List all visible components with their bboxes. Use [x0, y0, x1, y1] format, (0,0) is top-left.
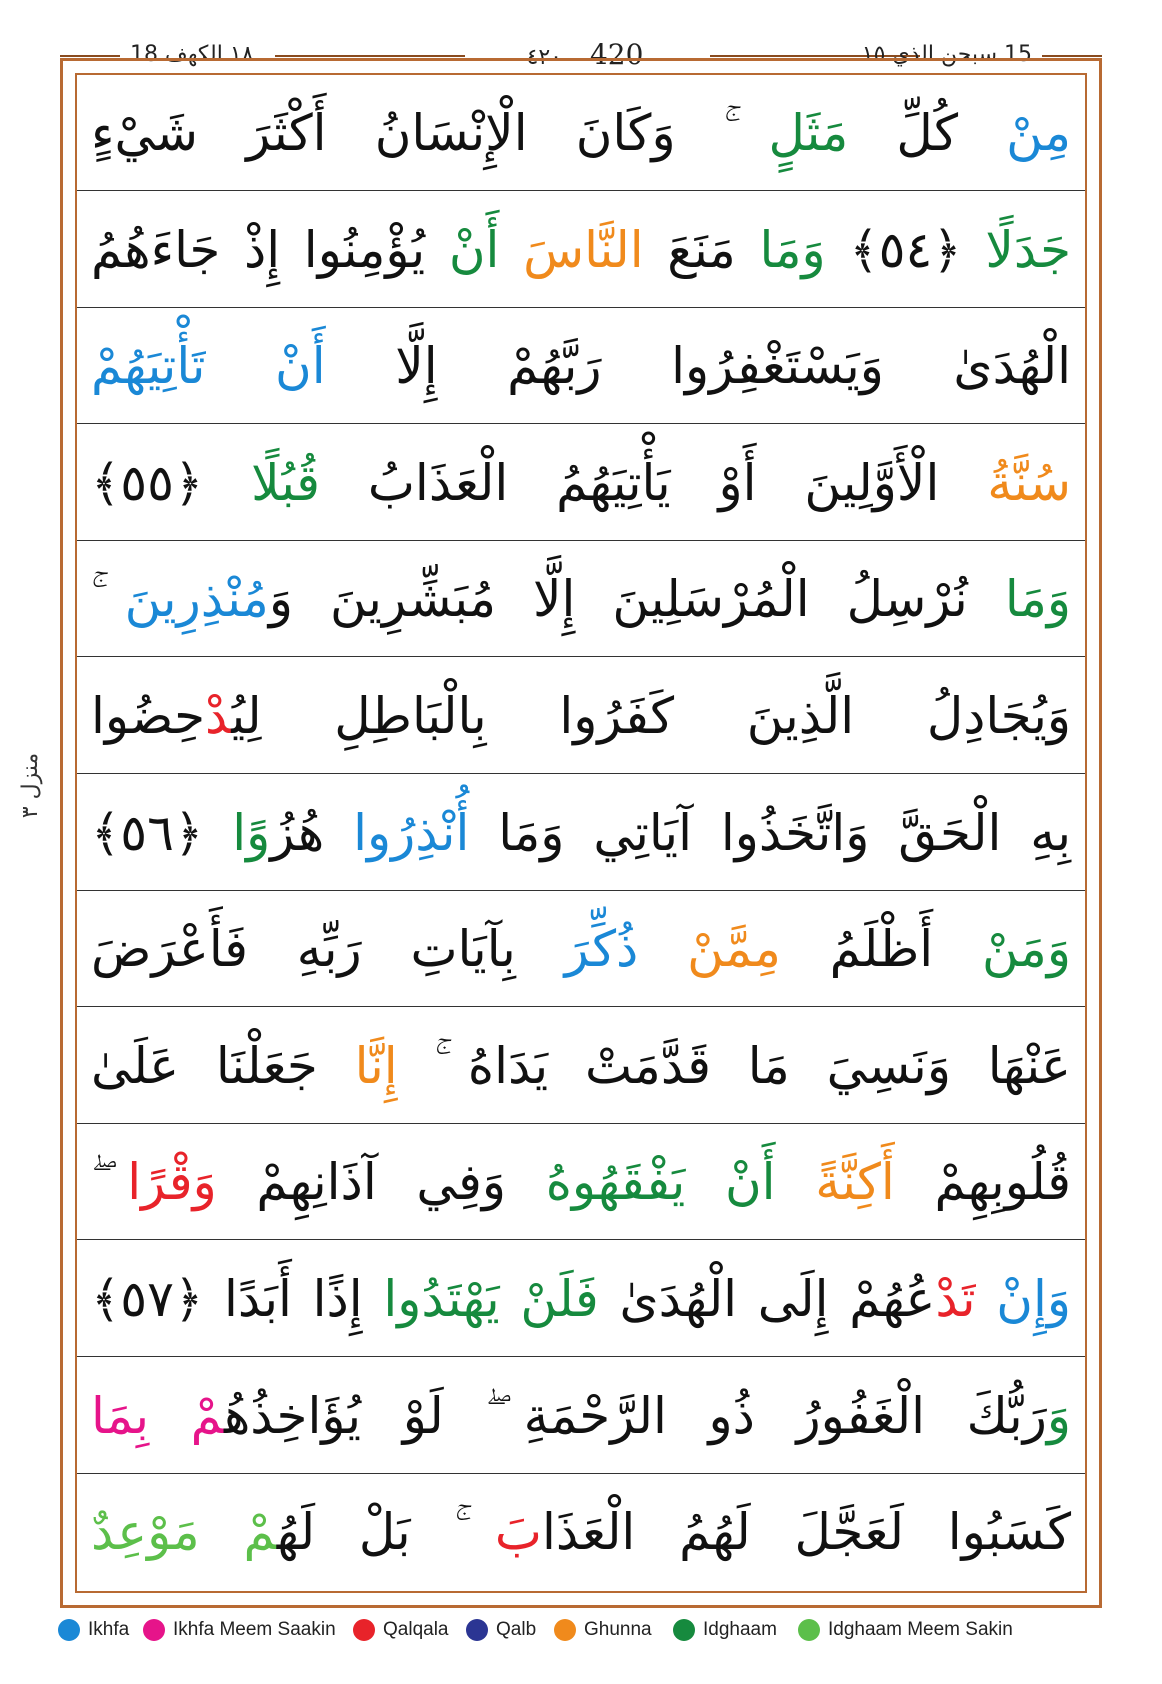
tajweed-segment: وَ	[1046, 1386, 1071, 1445]
legend-label: Idghaam	[703, 1619, 777, 1640]
legend-label: Ikhfa	[88, 1619, 130, 1640]
text-segment: قُلُوبِهِمْ	[894, 1153, 1071, 1212]
text-line	[77, 75, 1085, 191]
text-segment: نُرْسِلُ الْمُرْسَلِينَ إِلَّا مُبَشِّرِينَ وَ	[268, 570, 1005, 629]
text-segment	[499, 221, 523, 279]
legend-item	[673, 1618, 777, 1642]
quran-text-block	[77, 75, 1085, 1591]
text-line	[77, 308, 1085, 424]
text-line	[77, 1358, 1085, 1474]
tajweed-segment: ذُكِّرَ	[564, 920, 639, 979]
text-segment: وَيُجَادِلُ الَّذِينَ كَفَرُوا بِالْبَاطِلِ لِيُ	[231, 687, 1071, 745]
tajweed-segment: بَ	[494, 1503, 542, 1562]
tajweed-segment: أَنْ	[275, 337, 326, 396]
tajweed-segment: مَثَلٍ	[768, 104, 849, 162]
text-segment: جَعَلْنَا عَلَىٰ	[91, 1036, 355, 1095]
text-segment: بِهِ الْحَقَّ وَاتَّخَذُوا آيَاتِي وَمَا	[469, 803, 1071, 862]
text-segment: الْأَوَّلِينَ أَوْ يَأْتِيَهُمُ الْعَذَابُ	[320, 453, 988, 512]
text-segment: كَسَبُوا لَعَجَّلَ لَهُمُ الْعَذَا	[541, 1503, 1071, 1562]
legend-color-dot	[353, 1619, 375, 1641]
legend-color-dot	[143, 1619, 165, 1641]
tajweed-segment: قُبُلًا	[251, 453, 320, 512]
text-segment: رَبُّكَ الْغَفُورُ ذُو الرَّحْمَةِ ۖ لَوْ يُؤَاخِذُهُ	[223, 1386, 1047, 1445]
legend-item	[143, 1618, 336, 1642]
tajweed-segment: مُنْذِرِينَ	[124, 570, 269, 629]
text-segment: مَنَعَ	[643, 220, 760, 279]
text-line	[77, 775, 1085, 891]
tajweed-segment: وَقْرًا	[127, 1153, 217, 1212]
tajweed-segment: مِنْ	[1006, 104, 1071, 162]
tajweed-segment: فَلَنْ يَهْتَدُوا	[383, 1270, 599, 1328]
text-segment: أَظْلَمُ	[780, 920, 982, 979]
legend-label: Qalqala	[383, 1619, 449, 1640]
text-segment: ﴿٥٤﴾	[825, 220, 986, 279]
tajweed-segment: أَنْ	[448, 220, 500, 279]
text-segment: عُهُمْ إِلَى الْهُدَىٰ	[598, 1270, 936, 1328]
text-line	[77, 658, 1085, 774]
tajweed-segment: تَأْتِيَهُمْ	[91, 337, 206, 396]
legend-label: Idghaam Meem Sakin	[828, 1619, 1013, 1640]
legend-color-dot	[554, 1619, 576, 1641]
tajweed-segment: أَكِنَّةً	[815, 1153, 895, 1212]
text-line	[77, 891, 1085, 1007]
legend-item	[353, 1618, 449, 1642]
header-rule	[60, 55, 120, 57]
manzil-label: منزل ٣	[18, 752, 44, 818]
legend-label: Qalb	[496, 1619, 537, 1640]
tajweed-segment: أَنْ يَفْقَهُوهُ	[545, 1153, 776, 1212]
legend-color-dot	[798, 1619, 820, 1641]
surah-label: ١٨ الكهف 18	[130, 42, 254, 67]
tajweed-segment: وًا	[232, 803, 271, 862]
text-segment: وَفِي آذَانِهِمْ	[216, 1153, 546, 1212]
tajweed-segment: تَدْ	[935, 1270, 976, 1328]
header-rule	[275, 55, 465, 57]
text-segment	[205, 337, 275, 395]
text-segment	[638, 920, 687, 978]
text-segment	[776, 1153, 816, 1211]
legend-item	[466, 1618, 536, 1642]
tajweed-segment: مْ بِمَا	[91, 1386, 224, 1445]
text-line	[77, 1241, 1085, 1357]
header-rule	[1042, 55, 1102, 57]
text-line	[77, 1008, 1085, 1124]
text-segment: ۖ	[91, 1153, 128, 1212]
text-line	[77, 425, 1085, 541]
text-segment: ﴿٥٦﴾	[91, 803, 233, 862]
tajweed-segment: سُنَّةُ	[987, 453, 1071, 512]
tajweed-segment: وَمَا	[759, 220, 826, 279]
text-segment: يُؤْمِنُوا إِذْ جَاءَهُمُ	[91, 220, 449, 279]
text-segment	[976, 1270, 997, 1328]
legend-color-dot	[466, 1619, 488, 1641]
legend-item	[554, 1618, 652, 1642]
legend-label: Ikhfa Meem Saakin	[173, 1619, 336, 1640]
tajweed-segment: جَدَلًا	[985, 220, 1071, 279]
tajweed-segment: دْ	[205, 687, 232, 745]
tajweed-segment: مِمَّنْ	[687, 920, 781, 979]
text-segment: إِذًا أَبَدًا ﴿٥٧﴾	[91, 1270, 384, 1328]
tajweed-legend	[58, 1608, 1118, 1652]
text-segment: ۚ وَكَانَ الْإِنْسَانُ أَكْثَرَ شَيْءٍ	[91, 104, 769, 162]
text-segment: حِضُوا	[91, 687, 205, 745]
tajweed-segment: وَمَا	[1004, 570, 1072, 629]
text-segment: ﴿٥٥﴾	[91, 453, 252, 512]
tajweed-segment: مْ مَوْعِدٌ	[91, 1503, 277, 1562]
legend-color-dot	[673, 1619, 695, 1641]
text-segment: الْهُدَىٰ وَيَسْتَغْفِرُوا رَبَّهُمْ إِلَّا	[325, 337, 1071, 396]
text-segment: بِآيَاتِ رَبِّهِ فَأَعْرَضَ	[91, 920, 565, 979]
tajweed-segment: أُنْذِرُوا	[353, 803, 470, 862]
legend-label: Ghunna	[584, 1619, 652, 1640]
page-number-arabic: ٤٢٠	[526, 45, 562, 70]
juz-label: 15 سبحن الذي ١٥	[861, 42, 1032, 67]
text-segment: ۚ بَلْ لَهُ	[276, 1503, 495, 1562]
tajweed-segment: النَّاسَ	[523, 220, 644, 279]
legend-item	[798, 1618, 1013, 1642]
tajweed-segment: وَمَنْ	[982, 920, 1071, 979]
text-line	[77, 541, 1085, 657]
legend-color-dot	[58, 1619, 80, 1641]
text-line	[77, 1124, 1085, 1240]
text-line	[77, 1474, 1085, 1590]
tajweed-segment: وَإِنْ	[996, 1270, 1071, 1328]
text-segment: عَنْهَا وَنَسِيَ مَا قَدَّمَتْ يَدَاهُ ۚ	[397, 1036, 1071, 1095]
text-segment: كُلِّ	[848, 104, 1007, 162]
text-segment: هُزُ	[270, 803, 354, 862]
text-line	[77, 192, 1085, 308]
text-segment: ۚ	[91, 570, 125, 629]
legend-item	[58, 1618, 129, 1642]
tajweed-segment: إِنَّا	[354, 1036, 398, 1095]
page-number-latin: 420	[589, 38, 644, 71]
